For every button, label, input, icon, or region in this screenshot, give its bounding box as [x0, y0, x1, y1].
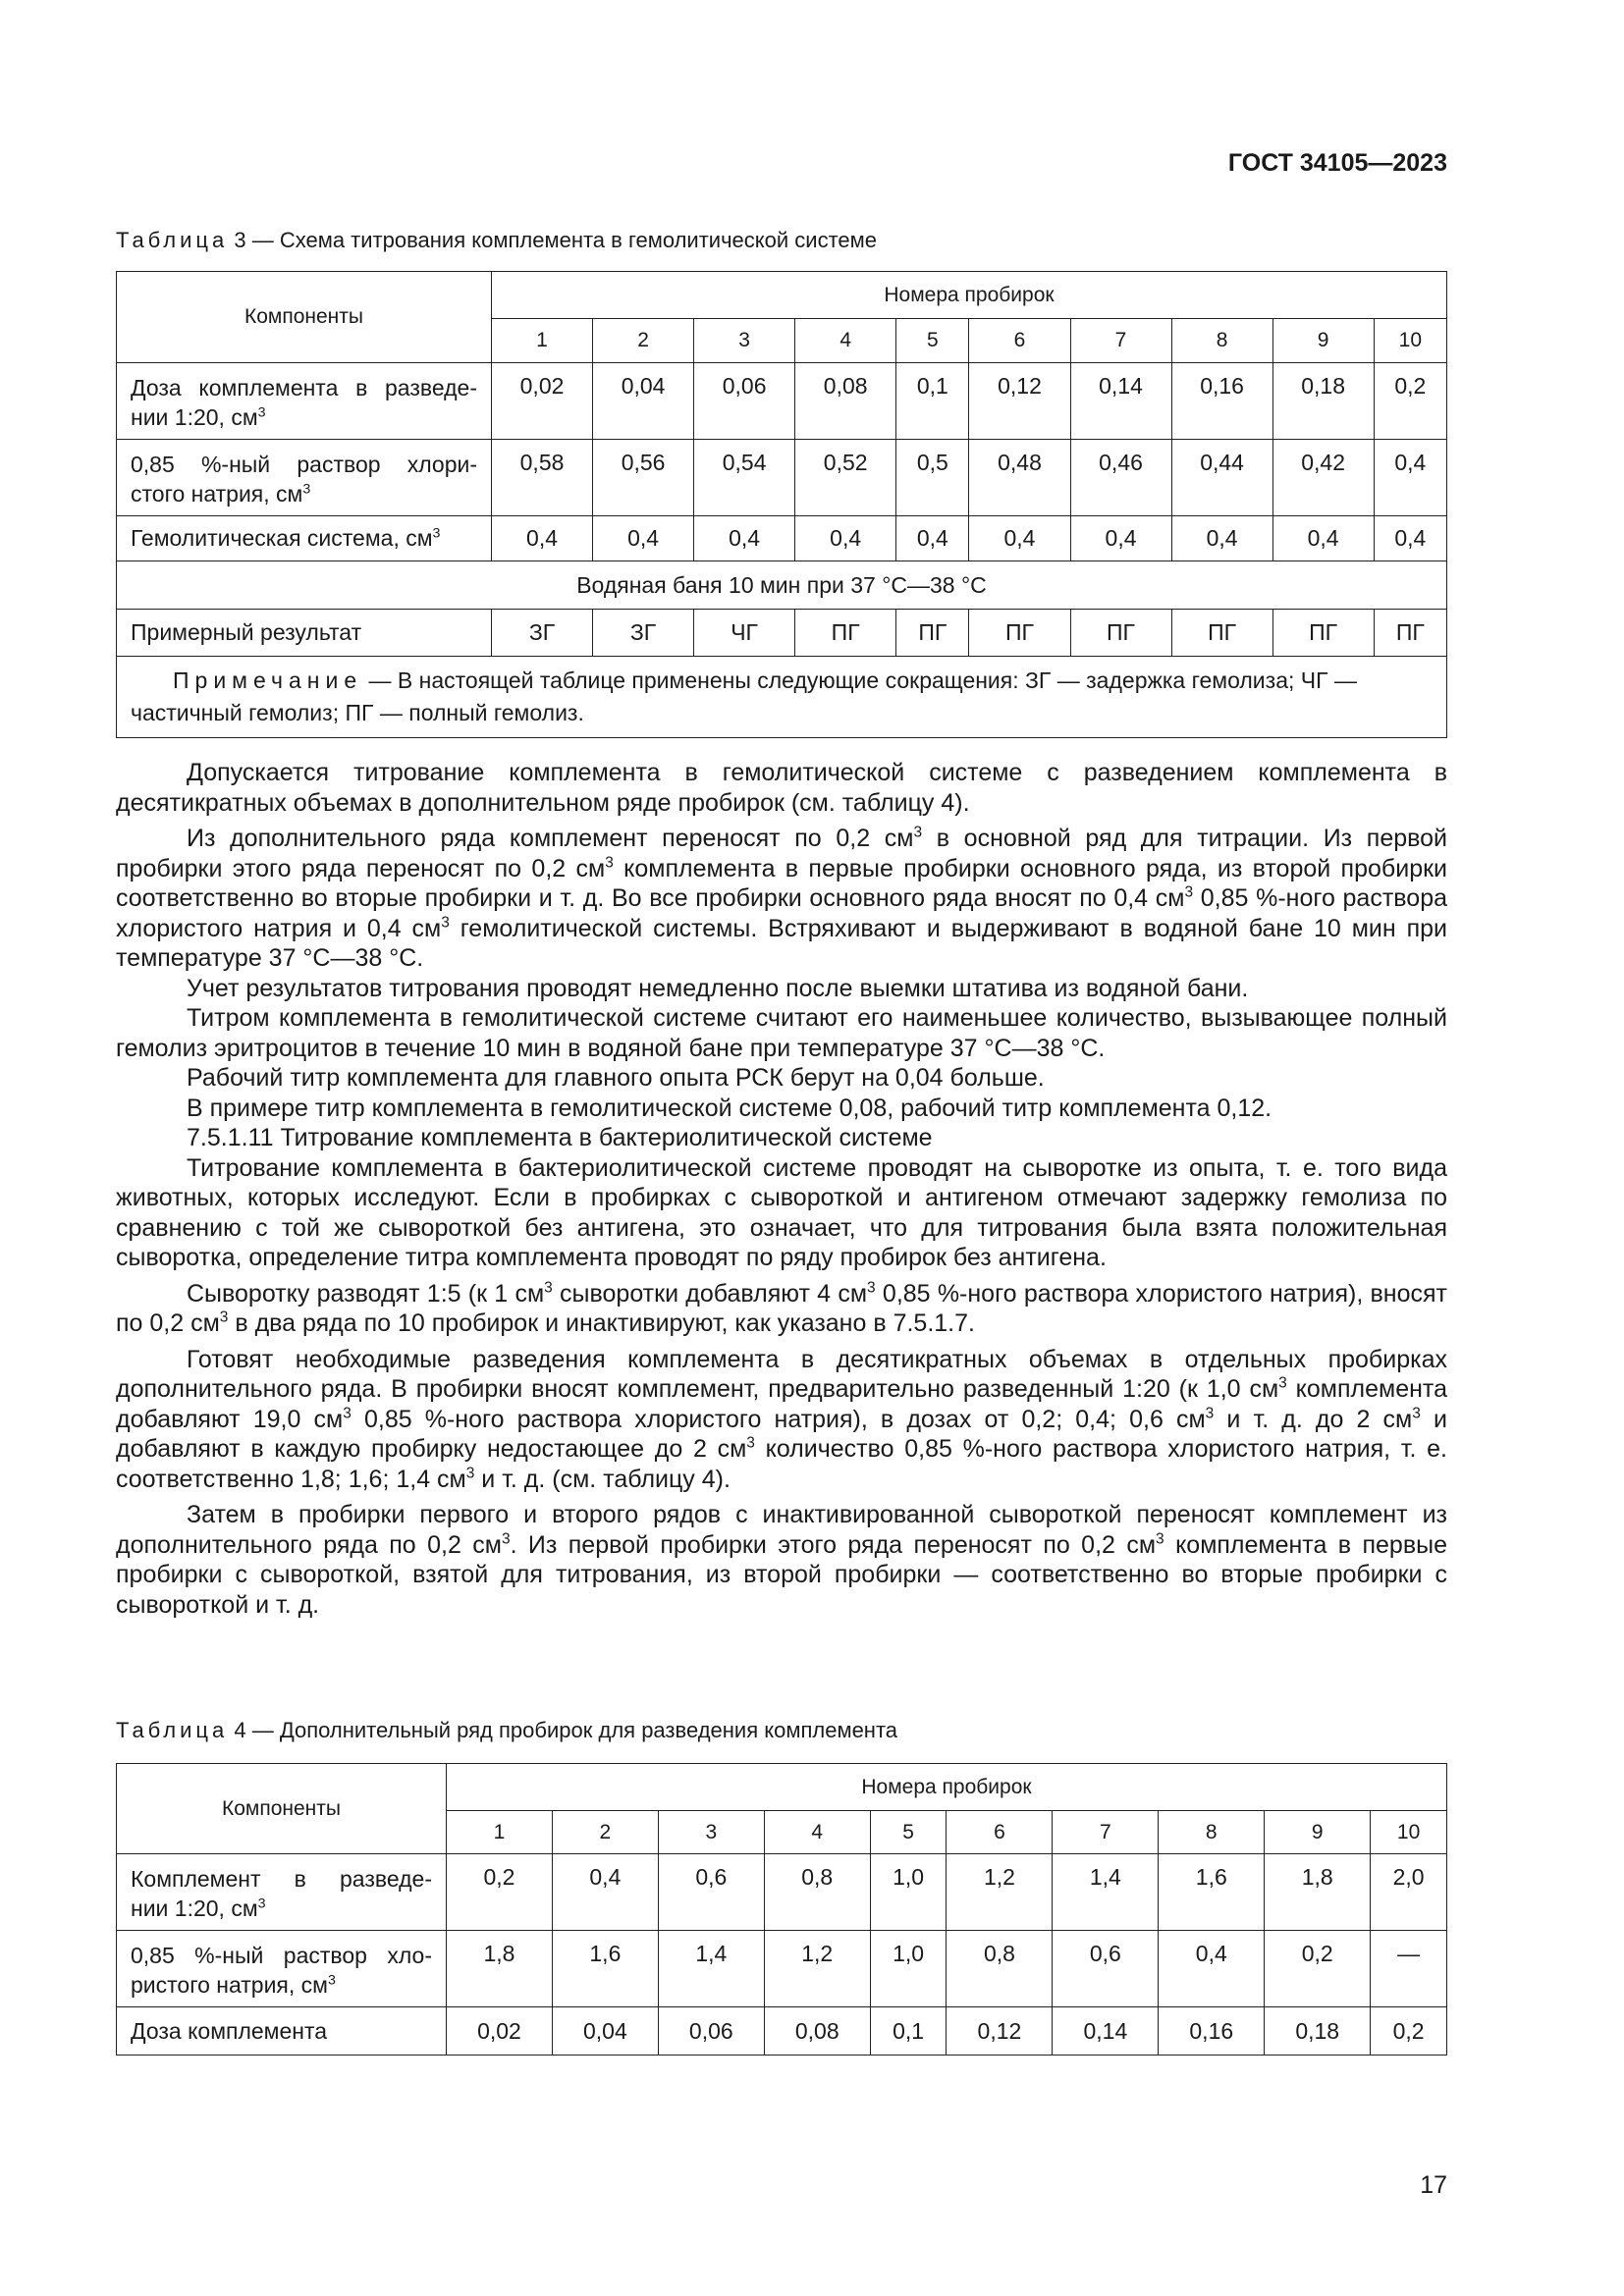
text-run: Учет результатов титрования проводят немедленно после выемки штатива из водяной бани. — [187, 974, 1249, 1002]
table-3-cell: 0,48 — [969, 440, 1070, 516]
table-3-cell: 0,16 — [1171, 363, 1272, 440]
row-label-line-2 — [131, 402, 477, 432]
table-4-cell: 1,2 — [947, 1854, 1053, 1931]
table-4-cell: 0,4 — [1159, 1931, 1265, 2007]
table-4-tube-number: 1 — [447, 1811, 553, 1854]
table-3-cell: 0,4 — [492, 516, 593, 561]
table-4-tube-number: 5 — [870, 1811, 947, 1854]
unit-superscript: 3 — [1412, 1405, 1421, 1422]
table-4-cell: 1,6 — [552, 1931, 658, 2007]
table-4-row-label — [117, 2007, 447, 2056]
text-run: Затем в пробирки первого и второго рядов с инактивированной сывороткой переносят комплемент из дополнительного ряда по 0,2 см — [116, 1501, 1447, 1559]
table-3-cell: 0,14 — [1070, 363, 1171, 440]
table-3-cell: 0,44 — [1171, 440, 1272, 516]
unit-superscript: 3 — [257, 1896, 266, 1912]
table-3-tube-number: 3 — [694, 319, 795, 363]
text-run: Рабочий титр комплемента для главного опыта РСК берут на 0,04 больше. — [187, 1064, 1045, 1092]
row-label-text: стого натрия, см — [131, 481, 303, 507]
table-3-tube-number: 6 — [969, 319, 1070, 363]
unit-superscript: 3 — [1278, 1374, 1287, 1392]
table-3-tube-number: 5 — [896, 319, 969, 363]
table-3-result-cell: ПГ — [1272, 610, 1374, 657]
text-run: комплемента в первые пробирки основного ряда, из второй пробирки соответственно во вторые пробирки и т. д. Во все пробирки основного ряда вносят по 0,4 см — [116, 854, 1447, 912]
unit-superscript: 3 — [432, 525, 441, 542]
table-3-note-text: — В настоящей таблице применены следующие сокращения: ЗГ — задержка гемолиза; ЧГ — частичный гемолиз; ПГ — полный гемолиз. — [131, 667, 1357, 725]
unit-superscript: 3 — [327, 1972, 336, 1989]
table-4-cell: 0,6 — [1053, 1931, 1159, 2007]
text-run: комплемента добавляют 19,0 см — [116, 1375, 1447, 1433]
table-3-cell: 0,52 — [795, 440, 896, 516]
text-run: Титром комплемента в гемолитической системе считают его наименьшее количество, вызывающее полный гемолиз эритроцитов в течение 10 мин в водяной бане при температуре 37 °С—38 °С. — [116, 1004, 1447, 1062]
unit-superscript: 3 — [257, 404, 266, 421]
table-4-cell: 0,02 — [447, 2007, 553, 2056]
table-3-cell: 0,12 — [969, 363, 1070, 440]
text-run: 7.5.1.11 Титрование комплемента в бактериолитической системе — [187, 1124, 933, 1151]
unit-superscript: 3 — [441, 914, 450, 932]
table-3-tube-number: 10 — [1374, 319, 1446, 363]
table-4-cell: 0,2 — [1265, 1931, 1371, 2007]
table-4-tube-number: 8 — [1159, 1811, 1265, 1854]
table-4-cell: 1,4 — [658, 1931, 764, 2007]
text-run: и т. д. (см. таблицу 4). — [474, 1465, 731, 1493]
table-3-result-cell: ЧГ — [694, 610, 795, 657]
table-4-tube-number: 6 — [947, 1811, 1053, 1854]
section-heading — [116, 1123, 1447, 1153]
table-3-result-cell: ЗГ — [593, 610, 694, 657]
table-4-cell: 0,8 — [764, 1854, 870, 1931]
text-run: Из дополнительного ряда комплемент переносят по 0,2 см — [187, 825, 914, 852]
table-3-cell: 0,42 — [1272, 440, 1374, 516]
table-4-caption — [116, 1718, 897, 1743]
table-3-note — [117, 657, 1447, 738]
table-3-result-cell: ПГ — [1070, 610, 1171, 657]
table-3-water-bath-row: Водяная баня 10 мин при 37 °С—38 °С — [117, 561, 1447, 610]
paragraph — [116, 1345, 1447, 1495]
table-3 — [116, 271, 1447, 738]
text-run: Титрование комплемента в бактериолитической системе проводят на сыворотке из опыта, т. е. того вида животных, которых исследуют. Если в пробирках с сывороткой и антигеном отмечают задержку гемолиза по сравнению с той же сывороткой без антигена, это означает, что для титрования была взята положительная сыворотка, определение титра комплемента проводят по ряду пробирок без антигена. — [116, 1153, 1447, 1271]
table-4-tube-number: 10 — [1371, 1811, 1447, 1854]
table-4-cell: 1,8 — [1265, 1854, 1371, 1931]
table-4-cell: 0,06 — [658, 2007, 764, 2056]
text-run: В примере титр комплемента в гемолитической системе 0,08, рабочий титр комплемента 0,12. — [187, 1094, 1272, 1122]
row-label-line-1: Доза комплемента в разведе- — [131, 375, 477, 400]
table-4-row-label — [117, 1854, 447, 1931]
table-4-cell: 2,0 — [1371, 1854, 1447, 1931]
unit-superscript: 3 — [1205, 1405, 1215, 1422]
unit-superscript: 3 — [913, 824, 923, 841]
text-run: 0,85 %-ного раствора хлористого натрия), вносят по 0,2 см — [116, 1279, 1448, 1337]
table-4-cell: 0,2 — [1371, 2007, 1447, 2056]
table-3-tube-number: 2 — [593, 319, 694, 363]
text-run: сыворотки добавляют 4 см — [552, 1279, 868, 1308]
paragraph — [116, 1063, 1447, 1094]
table-3-cell: 0,4 — [969, 516, 1070, 561]
table-4-tube-number: 7 — [1053, 1811, 1159, 1854]
row-label-line-1: 0,85 %-ный раствор хлори- — [131, 452, 477, 477]
table-3-result-cell: ПГ — [1374, 610, 1446, 657]
text-run: . Из первой пробирки этого ряда переносят по 0,2 см — [510, 1530, 1157, 1559]
paragraph — [116, 1003, 1447, 1063]
table-4-cell: 0,1 — [870, 2007, 947, 2056]
table-3-cell: 0,2 — [1374, 363, 1446, 440]
table-3-tube-number: 8 — [1171, 319, 1272, 363]
table-3-cell: 0,1 — [896, 363, 969, 440]
text-run: количество 0,85 %-ного раствора хлористого натрия, т. е. соответственно 1,8; 1,6; 1,4 см — [116, 1435, 1447, 1493]
table-3-result-cell: ЗГ — [492, 610, 593, 657]
table-3-tube-number: 7 — [1070, 319, 1171, 363]
table-3-cell: 0,02 — [492, 363, 593, 440]
table-3-tube-number: 9 — [1272, 319, 1374, 363]
table-3-cell: 0,4 — [795, 516, 896, 561]
page-number: 17 — [1420, 2171, 1447, 2199]
table-4-tube-number: 2 — [552, 1811, 658, 1854]
text-run: Сыворотку разводят 1:5 (к 1 см — [187, 1279, 545, 1308]
unit-superscript: 3 — [1156, 1530, 1164, 1548]
table-4-cell: 1,6 — [1159, 1854, 1265, 1931]
unit-superscript: 3 — [219, 1308, 229, 1326]
table-4-cell: 0,4 — [552, 1854, 658, 1931]
text-run: гемолитической системы. Встряхивают и выдерживают в водяной бане 10 мин при температуре 37 °С—38 °С. — [116, 914, 1447, 972]
table-4 — [116, 1763, 1447, 2056]
unit-superscript: 3 — [343, 1405, 352, 1422]
table-3-header-components: Компоненты — [117, 272, 492, 363]
unit-superscript: 3 — [867, 1279, 876, 1297]
row-label-text: Доза комплемента — [131, 2017, 328, 2044]
table-3-result-cell: ПГ — [1171, 610, 1272, 657]
row-label-line-2 — [131, 1894, 432, 1923]
unit-superscript: 3 — [605, 854, 614, 872]
text-run: в два ряда по 10 пробирок и инактивируют, как указано в 7.5.1.7. — [228, 1309, 975, 1337]
table-4-cell: 0,2 — [447, 1854, 553, 1931]
table-3-cell: 0,54 — [694, 440, 795, 516]
text-run: Готовят необходимые разведения комплемента в десятикратных объемах в отдельных пробирках дополнительного ряда. В пробирки вносят комплемент, предварительно разведенный 1:20 (к 1,0 см — [116, 1345, 1447, 1403]
table-3-row-label — [117, 363, 492, 440]
row-label-text: нии 1:20, см — [131, 404, 258, 430]
table-3-cell: 0,4 — [593, 516, 694, 561]
paragraph — [116, 974, 1447, 1004]
text-run: и т. д. до 2 см — [1214, 1405, 1413, 1433]
row-label-line-2 — [131, 479, 477, 508]
unit-superscript: 3 — [746, 1434, 755, 1452]
table-4-cell: 1,4 — [1053, 1854, 1159, 1931]
table-3-header-tubes: Номера пробирок — [492, 272, 1447, 319]
table-3-result-cell: ПГ — [896, 610, 969, 657]
text-run: и добавляют в каждую пробирку недостающее до 2 см — [116, 1405, 1447, 1463]
table-4-cell: 0,6 — [658, 1854, 764, 1931]
table-4-cell: 1,0 — [870, 1854, 947, 1931]
table-3-cell: 0,4 — [896, 516, 969, 561]
paragraph — [116, 758, 1447, 818]
table-4-cell: 1,8 — [447, 1931, 553, 2007]
table-3-cell: 0,4 — [1070, 516, 1171, 561]
table-3-result-cell: ПГ — [795, 610, 896, 657]
paragraph — [116, 824, 1447, 974]
body-text — [116, 758, 1447, 1620]
row-label-line-1: 0,85 %-ный раствор хло- — [131, 1943, 432, 1968]
document-code: ГОСТ 34105—2023 — [1227, 149, 1447, 177]
table-4-cell: 0,18 — [1265, 2007, 1371, 2056]
row-label-line-2 — [131, 1970, 432, 2000]
unit-superscript: 3 — [302, 481, 311, 498]
text-run: Допускается титрование комплемента в гемолитической системе с разведением комплемента в десятикратных объемах в дополнительном ряде пробирок (см. таблицу 4). — [116, 759, 1447, 817]
row-label-line-2 — [131, 2018, 432, 2045]
table-3-row-label — [117, 516, 492, 561]
table-3-row-label — [117, 440, 492, 516]
table-3-cell: 0,4 — [694, 516, 795, 561]
table-4-tube-number: 9 — [1265, 1811, 1371, 1854]
table-4-cell: 0,16 — [1159, 2007, 1265, 2056]
table-3-cell: 0,46 — [1070, 440, 1171, 516]
table-3-cell: 0,58 — [492, 440, 593, 516]
table-3-cell: 0,56 — [593, 440, 694, 516]
paragraph — [116, 1153, 1447, 1273]
table-3-cell: 0,4 — [1171, 516, 1272, 561]
table-3-tube-number: 4 — [795, 319, 896, 363]
table-4-caption-text: 4 — Дополнительный ряд пробирок для разведения комплемента — [228, 1718, 898, 1742]
table-3-cell: 0,4 — [1374, 440, 1446, 516]
table-3-row-label: Примерный результат — [117, 610, 492, 657]
table-3-cell: 0,4 — [1374, 516, 1446, 561]
table-4-cell: 0,8 — [947, 1931, 1053, 2007]
table-4-tube-number: 3 — [658, 1811, 764, 1854]
table-3-cell: 0,06 — [694, 363, 795, 440]
text-run: в основной ряд для титрации. Из первой пробирки этого ряда переносят по 0,2 см — [116, 825, 1447, 882]
table-3-note-label: Примечание — [173, 667, 363, 693]
table-3-caption-label: Таблица — [116, 228, 229, 252]
unit-superscript: 3 — [544, 1279, 553, 1297]
table-4-row-label — [117, 1931, 447, 2007]
table-3-cell: 0,08 — [795, 363, 896, 440]
table-4-cell: 1,2 — [764, 1931, 870, 2007]
row-label-text: Гемолитическая система, см — [131, 525, 433, 551]
table-3-cell: 0,4 — [1272, 516, 1374, 561]
table-4-tube-number: 4 — [764, 1811, 870, 1854]
text-run: 0,85 %-ного раствора хлористого натрия и 0,4 см — [116, 884, 1448, 942]
text-run: комплемента в первые пробирки с сывороткой, взятой для титрования, из второй пробирки — соответственно во вторые пробирки с сывороткой и т. д. — [116, 1530, 1447, 1619]
unit-superscript: 3 — [1184, 883, 1194, 901]
table-4-cell: 1,0 — [870, 1931, 947, 2007]
table-4-cell: 0,04 — [552, 2007, 658, 2056]
unit-superscript: 3 — [501, 1530, 511, 1548]
table-3-cell: 0,04 — [593, 363, 694, 440]
table-3-caption-text: 3 — Схема титрования комплемента в гемолитической системе — [228, 228, 878, 252]
table-4-header-tubes: Номера пробирок — [447, 1764, 1447, 1811]
table-4-cell: 0,14 — [1053, 2007, 1159, 2056]
table-4-caption-label: Таблица — [116, 1718, 229, 1742]
table-3-cell: 0,18 — [1272, 363, 1374, 440]
row-label-line-1: Комплемент в разведе- — [131, 1866, 432, 1892]
paragraph — [116, 1500, 1447, 1620]
table-3-result-cell: ПГ — [969, 610, 1070, 657]
table-4-header-components: Компоненты — [117, 1764, 447, 1854]
row-label-line-2 — [131, 525, 477, 552]
table-3-cell: 0,5 — [896, 440, 969, 516]
table-3-caption — [116, 228, 877, 253]
paragraph — [116, 1094, 1447, 1124]
table-3-tube-number: 1 — [492, 319, 593, 363]
table-4-cell: 0,12 — [947, 2007, 1053, 2056]
text-run: 0,85 %-ного раствора хлористого натрия), в дозах от 0,2; 0,4; 0,6 см — [351, 1405, 1206, 1433]
table-4-cell: 0,08 — [764, 2007, 870, 2056]
row-label-text: нии 1:20, см — [131, 1896, 258, 1921]
row-label-text: ристого натрия, см — [131, 1972, 328, 1998]
table-4-cell: — — [1371, 1931, 1447, 2007]
unit-superscript: 3 — [465, 1465, 475, 1482]
paragraph — [116, 1279, 1447, 1339]
